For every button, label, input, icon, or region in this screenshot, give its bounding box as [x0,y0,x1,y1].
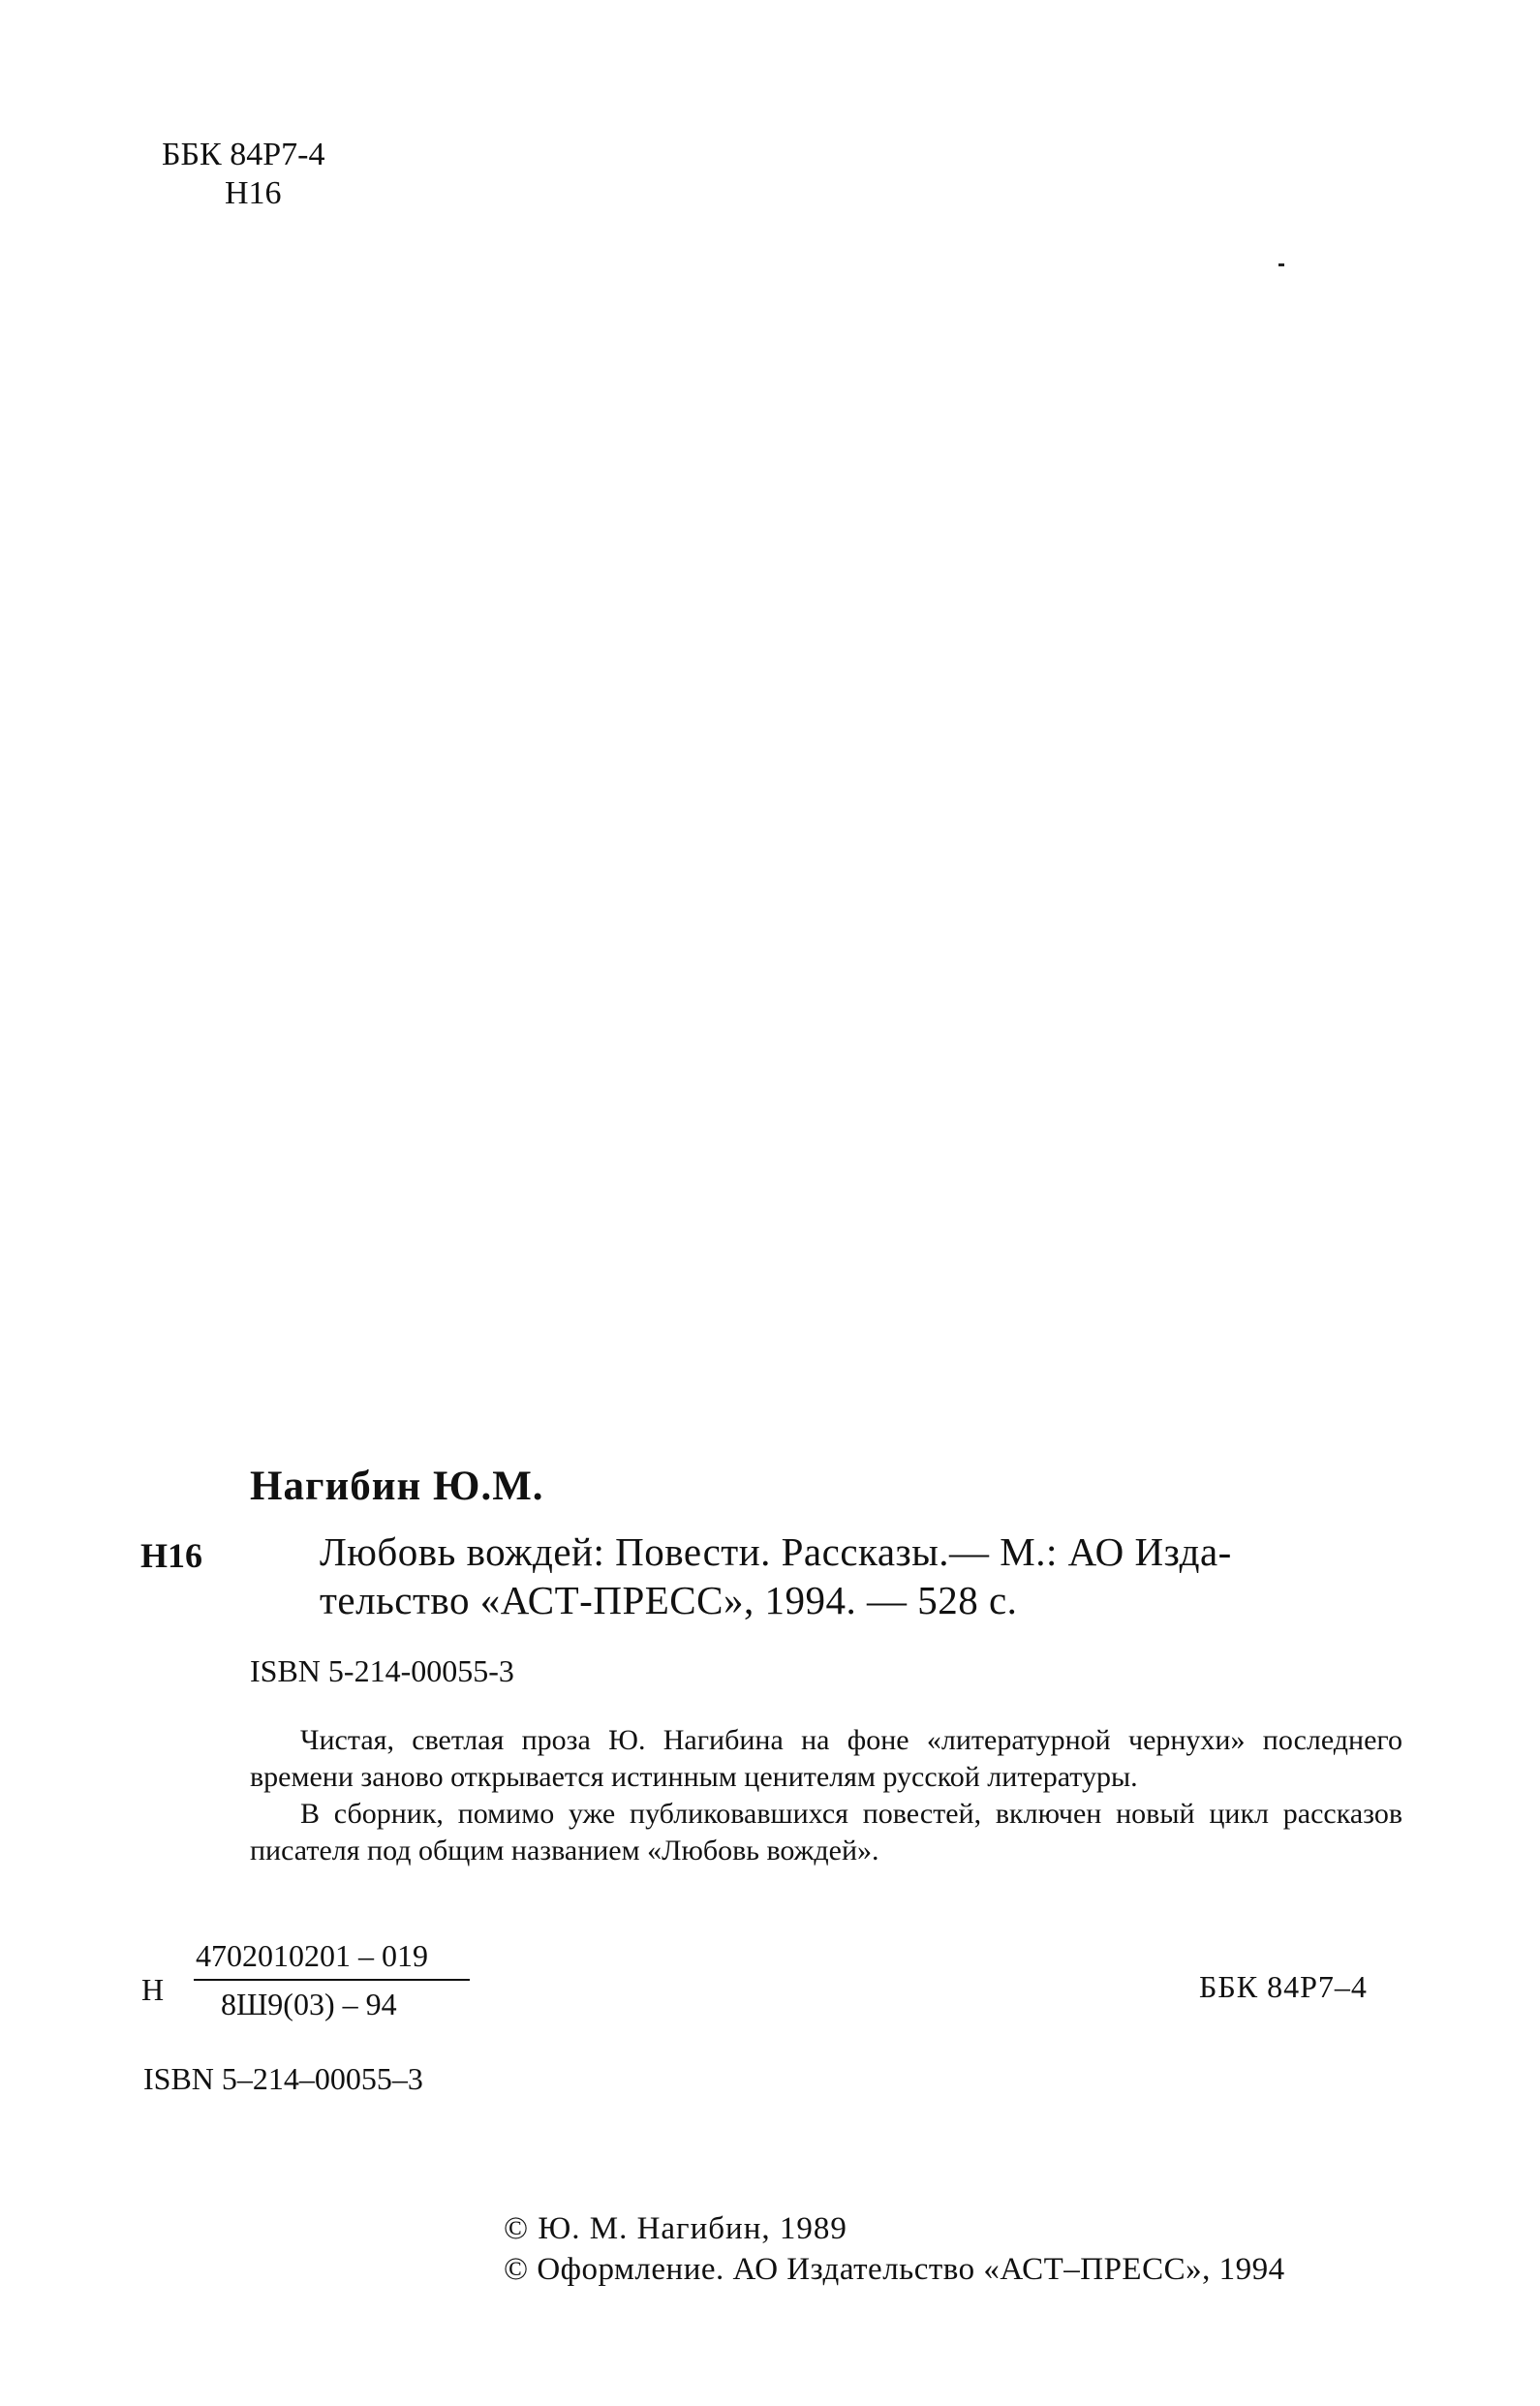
title-line-2: тельство «АСТ-ПРЕСС», 1994. — 528 с. [320,1578,1018,1622]
annotation-paragraph-2: В сборник, помимо уже публиковавшихся повестей, включен новый цикл рассказов писателя под общим названием «Любовь вождей». [250,1798,1402,1866]
author-mark-side: Н16 [140,1536,203,1575]
isbn-bottom: ISBN 5–214–00055–3 [143,2061,423,2096]
annotation-paragraph-1: Чистая, светлая проза Ю. Нагибина на фоне «литературной чернухи» последнего времени заново открывается истинным ценителям русской литературы. [250,1724,1402,1793]
copyright-design: © Оформление. АО Издательство «АСТ–ПРЕСС», 1994 [504,2252,1285,2287]
title-line-1: Любовь вождей: Повести. Рассказы.— М.: АО Изда- [320,1529,1232,1574]
isbn-main: ISBN 5-214-00055-3 [250,1653,514,1688]
catalog-denominator: 8Ш9(03) – 94 [221,1987,397,2021]
copyright-author: © Ю. М. Нагибин, 1989 [504,2211,847,2246]
catalog-letter: Н [141,1972,165,2007]
print-speck [1278,263,1284,266]
bbk-index-top: ББК 84Р7-4 [162,137,325,172]
fraction-line [194,1979,470,1981]
bbk-index-bottom: ББК 84Р7–4 [1199,1969,1368,2004]
author-mark-top: Н16 [225,175,282,211]
author-heading: Нагибин Ю.М. [250,1464,544,1509]
catalog-numerator: 4702010201 – 019 [196,1938,428,1973]
annotation [250,1722,1402,1869]
